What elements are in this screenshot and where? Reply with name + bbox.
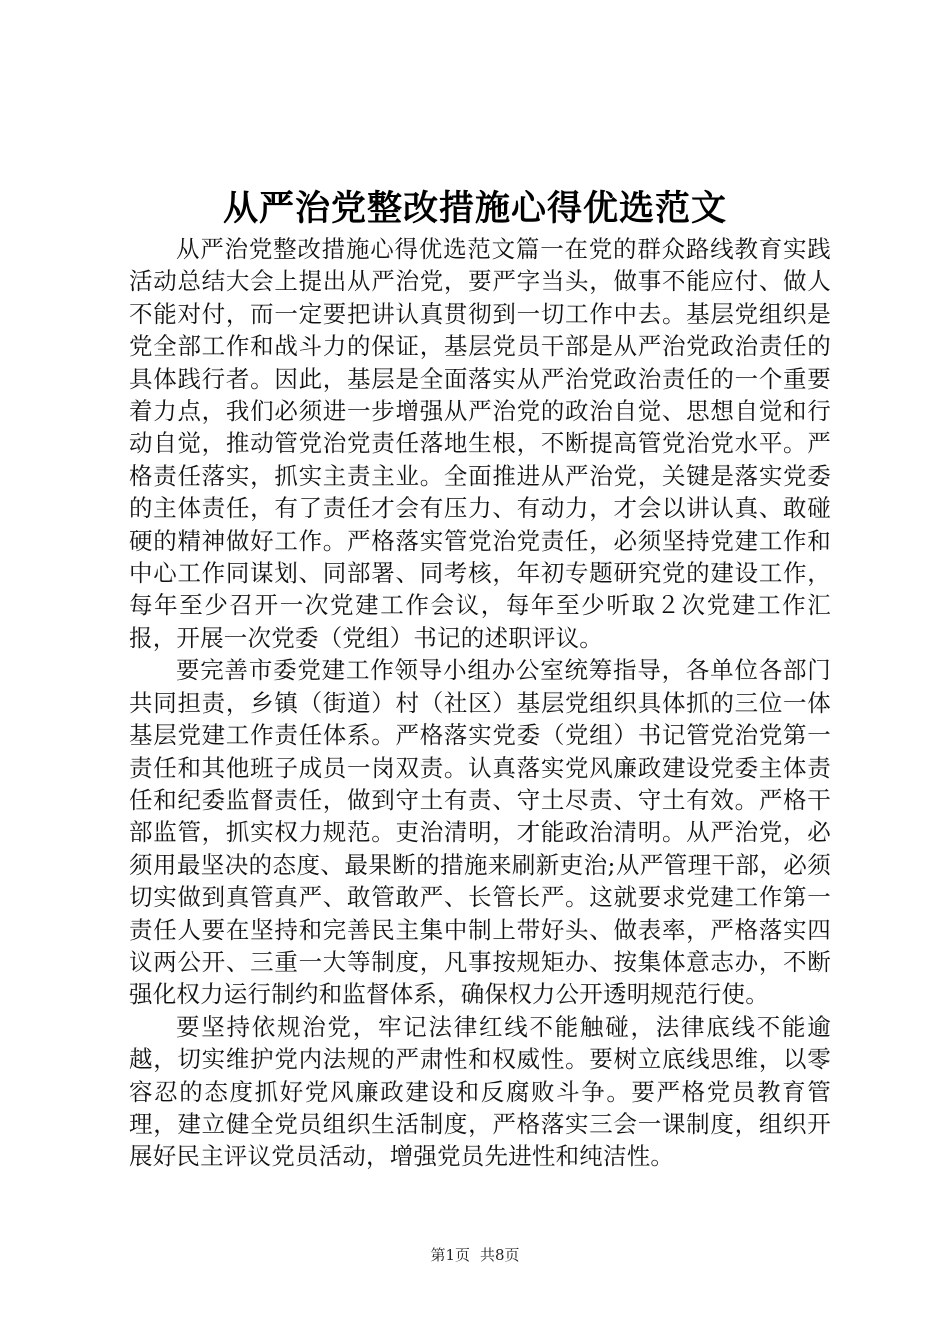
body-paragraph-3: 要坚持依规治党，牢记法律红线不能触碰，法律底线不能逾越，切实维护党内法规的严肃性和权威性。要树立底线思维，以零容忍的态度抓好党风廉政建设和反腐败斗争。要严格党员教育管理，建立健全党员组织生活制度，严格落实三会一课制度，组织开展好民主评议党员活动，增强党员先进性和纯洁性。: [129, 1012, 831, 1171]
page-number-footer: [0, 1245, 950, 1265]
document-title: 从严治党整改措施心得优选范文: [222, 188, 727, 229]
body-paragraph-1: 从严治党整改措施心得优选范文篇一在党的群众路线教育实践活动总结大会上提出从严治党，要严字当头，做事不能应付、做人不能对付，而一定要把讲认真贯彻到一切工作中去。基层党组织是党全部工作和战斗力的保证，基层党员干部是从严治党政治责任的具体践行者。因此，基层是全面落实从严治党政治责任的一个重要着力点，我们必须进一步增强从严治党的政治自觉、思想自觉和行动自觉，推动管党治党责任落地生根，不断提高管党治党水平。严格责任落实，抓实主责主业。全面推进从严治党，关键是落实党委的主体责任，有了责任才会有压力、有动力，才会以讲认真、敢碰硬的精神做好工作。严格落实管党治党责任，必须坚持党建工作和中心工作同谋划、同部署、同考核，年初专题研究党的建设工作，每年至少召开一次党建工作会议，每年至少听取２次党建工作汇报，开展一次党委（党组）书记的述职评议。: [129, 235, 831, 652]
document-body: [129, 233, 831, 1173]
body-paragraph-2: 要完善市委党建工作领导小组办公室统筹指导，各单位各部门共同担责，乡镇（街道）村（社区）基层党组织具体抓的三位一体基层党建工作责任体系。严格落实党委（党组）书记管党治党第一责任和其他班子成员一岗双责。认真落实党风廉政建设党委主体责任和纪委监督责任，做到守土有责、守土尽责、守土有效。严格干部监管，抓实权力规范。吏治清明，才能政治清明。从严治党，必须用最坚决的态度、最果断的措施来刷新吏治;从严管理干部，必须切实做到真管真严、敢管敢严、长管长严。这就要求党建工作第一责任人要在坚持和完善民主集中制上带好头、做表率，严格落实四议两公开、三重一大等制度，凡事按规矩办、按集体意志办，不断强化权力运行制约和监督体系，确保权力公开透明规范行使。: [129, 656, 831, 1009]
page-total: 共8页: [480, 1246, 520, 1264]
page-current: 第1页: [430, 1246, 470, 1264]
